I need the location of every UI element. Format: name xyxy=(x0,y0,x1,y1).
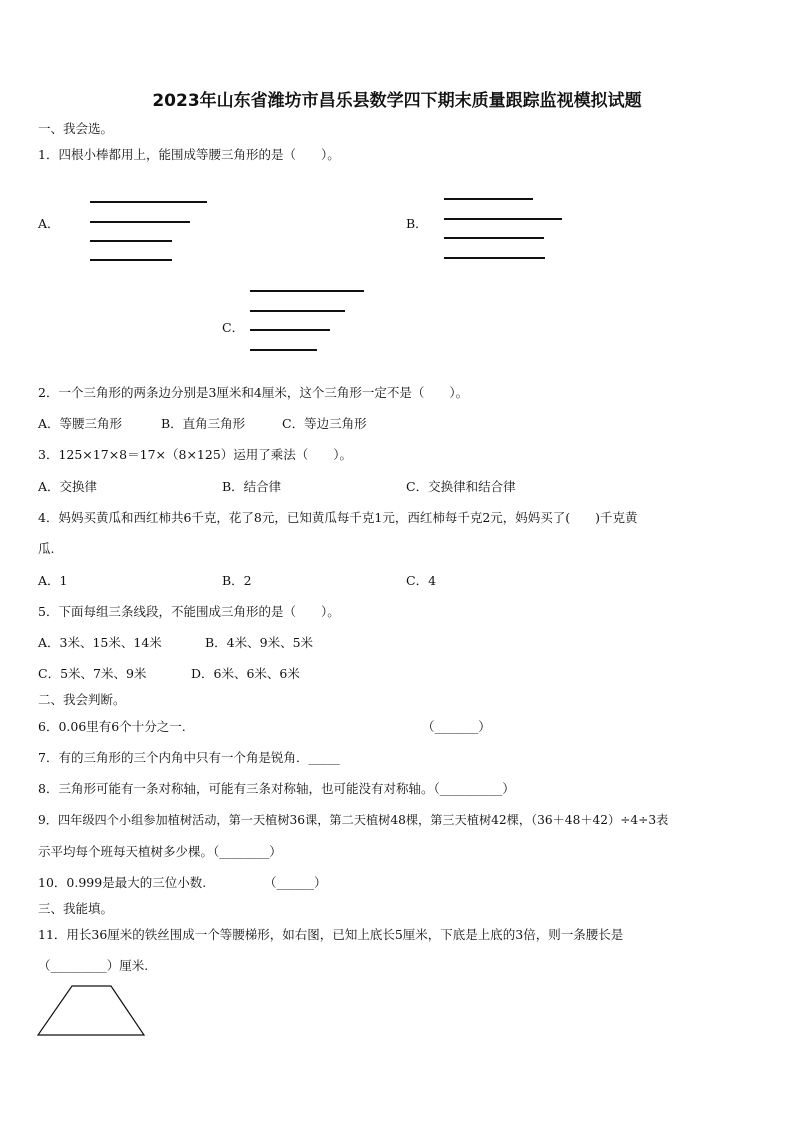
q1-option-c-label: C． xyxy=(222,320,245,335)
trapezoid-figure xyxy=(36,984,148,1038)
stick xyxy=(444,237,544,239)
section-3-heading: 三、我能填。 xyxy=(38,901,114,916)
question-4: 4．妈妈买黄瓜和西红柿共6千克，花了8元，已知黄瓜每千克1元，西红柿每千克2元，妈妈买了( )千克黄 xyxy=(38,510,638,525)
q5-option-b[interactable]: B．4米、9米、5米 xyxy=(205,635,314,650)
question-4-continued: 瓜. xyxy=(38,541,55,556)
stick xyxy=(250,290,364,292)
q2-option-a[interactable]: A．等腰三角形 xyxy=(38,416,123,431)
q3-option-b[interactable]: B．结合律 xyxy=(222,479,282,494)
stick xyxy=(90,221,190,223)
isosceles-trapezoid xyxy=(38,986,144,1035)
q10-answer-blank[interactable]: （______） xyxy=(264,875,327,890)
q5-option-c[interactable]: C．5米、7米、9米 xyxy=(38,666,147,681)
section-2-heading: 二、我会判断。 xyxy=(38,692,126,707)
stick xyxy=(90,201,207,203)
q4-option-c[interactable]: C．4 xyxy=(406,573,437,588)
question-9-continued: 示平均每个班每天植树多少棵。（________） xyxy=(38,844,282,859)
q2-option-c[interactable]: C．等边三角形 xyxy=(282,416,367,431)
question-3: 3．125×17×8＝17×（8×125）运用了乘法（ ）。 xyxy=(38,447,353,462)
q1-option-b-label: B． xyxy=(406,216,428,231)
page-title: 2023年山东省潍坊市昌乐县数学四下期末质量跟踪监视模拟试题 xyxy=(152,91,642,111)
question-9: 9．四年级四个小组参加植树活动，第一天植树36课，第二天植树48棵，第三天植树42棵，（36＋48＋42）÷4÷3表 xyxy=(38,813,669,827)
q4-option-a[interactable]: A．1 xyxy=(38,573,68,588)
question-7: 7．有的三角形的三个内角中只有一个角是锐角．_____ xyxy=(38,750,340,765)
stick xyxy=(444,257,545,259)
question-6: 6．0.06里有6个十分之一. xyxy=(38,719,186,734)
question-1: 1．四根小棒都用上，能围成等腰三角形的是（ ）。 xyxy=(38,147,340,162)
q5-option-d[interactable]: D．6米、6米、6米 xyxy=(191,666,300,681)
stick xyxy=(90,259,172,261)
question-2: 2．一个三角形的两条边分别是3厘米和4厘米，这个三角形一定不是（ ）。 xyxy=(38,385,469,400)
question-8: 8．三角形可能有一条对称轴，可能有三条对称轴，也可能没有对称轴。（__________） xyxy=(38,781,515,796)
q3-option-a[interactable]: A．交换律 xyxy=(38,479,98,494)
stick xyxy=(250,310,345,312)
stick xyxy=(250,349,317,351)
q1-option-a-label: A． xyxy=(38,216,60,231)
q4-option-b[interactable]: B．2 xyxy=(222,573,252,588)
stick xyxy=(90,240,172,242)
q5-option-a[interactable]: A．3米、15米、14米 xyxy=(38,635,162,650)
stick xyxy=(250,329,330,331)
q2-option-b[interactable]: B．直角三角形 xyxy=(161,416,246,431)
stick xyxy=(444,218,562,220)
question-11-continued: （_________）厘米. xyxy=(38,958,149,973)
stick xyxy=(444,198,533,200)
question-11: 11．用长36厘米的铁丝围成一个等腰梯形，如右图，已知上底长5厘米，下底是上底的3倍，则一条腰长是 xyxy=(38,927,624,942)
q3-option-c[interactable]: C．交换律和结合律 xyxy=(406,479,516,494)
section-1-heading: 一、我会选。 xyxy=(38,121,114,136)
question-10: 10．0.999是最大的三位小数. xyxy=(38,875,207,890)
question-5: 5．下面每组三条线段，不能围成三角形的是（ ）。 xyxy=(38,604,340,619)
q6-answer-blank[interactable]: （_______） xyxy=(422,719,491,734)
